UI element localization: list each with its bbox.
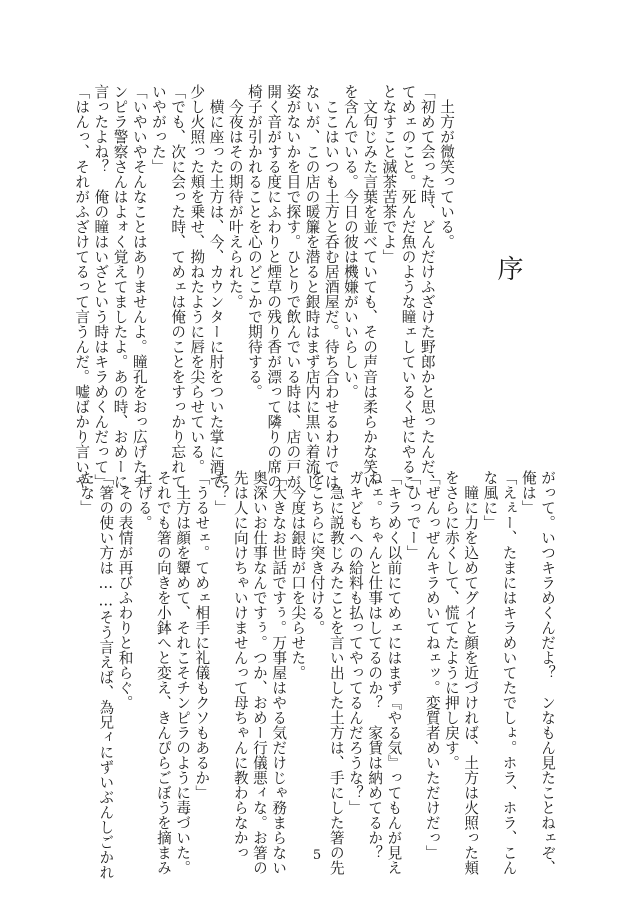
text-line: を含んでいる。今日の彼は機嫌がいいらしい。 — [341, 84, 359, 399]
text-line: 先は人に向けちゃいけませんって母ちゃんに教わらなかっ — [231, 470, 249, 860]
text-line: 急に説教じみたことを言い出した土方は、手にした箸の先 — [327, 470, 345, 875]
text-line: た？」 — [212, 470, 230, 515]
text-line: 椅子が引かれることを心のどこかで期待する。 — [245, 84, 263, 399]
text-line: をこちらに突き付ける。 — [308, 470, 326, 635]
page-number: 5 — [312, 848, 322, 863]
text-line: ねェ。ちゃんと仕事はしてるのか？ 家賃は納めてるか？ — [366, 470, 384, 860]
text-line: がって。いつキラめくんだよ？ ンなもん見たことねェぞ、 — [539, 470, 556, 875]
text-line: 「えぇー、たまにはキラめいてたでしょ。ホラ、ホラ、こん — [500, 470, 518, 875]
text-line: たな」 — [78, 470, 96, 515]
text-line: となすこと滅茶苦茶でよ」 — [380, 84, 398, 264]
text-line: 「はんっ、それがふざけてるって言うんだ。嘘ばかり言いや — [73, 84, 91, 489]
text-line: 上げる。 — [135, 470, 153, 530]
text-line: 今度は銀時が口を尖らせた。 — [289, 470, 307, 680]
text-line: 横に座った土方は、今、カウンターに肘をついた掌に酒で — [207, 84, 225, 489]
top-text-block — [72, 84, 456, 489]
text-line: 「初めて会った時、どんだけふざけた野郎かと思ったんだ、 — [418, 84, 436, 489]
text-line: それでも箸の向きを小鉢へと変え、きんぴらごぼうを摘まみ — [154, 470, 172, 875]
text-line: てめェのこと。死んだ魚のような瞳ェしているくせにやるこ — [399, 84, 417, 489]
text-line: 言ったよね？ 俺の瞳はいざという時はキラめくんだって」 — [92, 84, 110, 489]
text-line: 土方は顔を顰めて、それこそチンピラのように毒づいた。 — [174, 470, 192, 875]
text-line: 少し火照った頬を乗せ、拗ねたように唇を尖らせている。 — [188, 84, 206, 474]
text-line: いやがった」 — [149, 84, 167, 174]
text-line: ンピラ警察さんはよォく覚えてましたよ。あの時、おめーに — [111, 84, 129, 489]
text-line: ガキどもへの給料も払ってやってるんだろうな？」 — [346, 470, 364, 815]
text-line: 奥深いお仕事なんですぅ。つか、おめー行儀悪ィな。お箸の — [250, 470, 268, 875]
text-line: 今夜はその期待が叶えられた。 — [226, 84, 244, 309]
text-line: をさらに赤くして、慌てたように押し戻す。 — [442, 470, 460, 770]
text-line: ここはいつも土方と呑む居酒屋だ。待ち合わせるわけでは — [322, 84, 340, 489]
text-line: 「うるせェ。てめェ相手に礼儀もクソもあるか」 — [193, 470, 211, 800]
text-line: 「キラめく以前にてめェにはまず『やる気』ってもんが見え — [385, 470, 403, 875]
text-line: 「でも、次に会った時、てめェは俺のことをすっかり忘れて — [169, 84, 187, 489]
text-line: 「ぜんっぜんキラめいてねェッ。変質者めいただけだっ」 — [423, 470, 441, 860]
text-line: 姿がないかを目で探す。ひとりで飲んでいる時は、店の戸が — [284, 84, 302, 489]
bottom-text-block — [77, 470, 557, 880]
text-line: 「大きなお世話ですぅ。万事屋はやる気だけじゃ務まらない — [270, 470, 288, 875]
text-line: その表情が再びふわりと和らぐ。 — [116, 470, 134, 710]
text-line: な風に」 — [481, 470, 499, 530]
text-line: ないが、この店の暖簾を潜ると銀時はまず店内に黒い着流し — [303, 84, 321, 489]
chapter-title: 序 — [493, 255, 523, 281]
text-line: 土方が微笑っている。 — [438, 84, 455, 249]
text-line: 「ひっでー」 — [404, 470, 422, 560]
text-line: 「箸の使い方は……そう言えば、為兄ィにずいぶんしごかれ — [97, 470, 115, 880]
text-line: 開く音がする度にふわりと煙草の残り香が漂って隣りの席の — [265, 84, 283, 489]
text-line: 俺は」 — [519, 470, 537, 515]
text-line: 瞳に力を込めてグイと顔を近づければ、土方は火照った頬 — [462, 470, 480, 875]
text-line: 「いやいやそんなことはありませんよ。瞳孔をおっ広げたチ — [130, 84, 148, 489]
text-line: 文句じみた言葉を並べていても、その声音は柔らかな笑い — [361, 84, 379, 489]
